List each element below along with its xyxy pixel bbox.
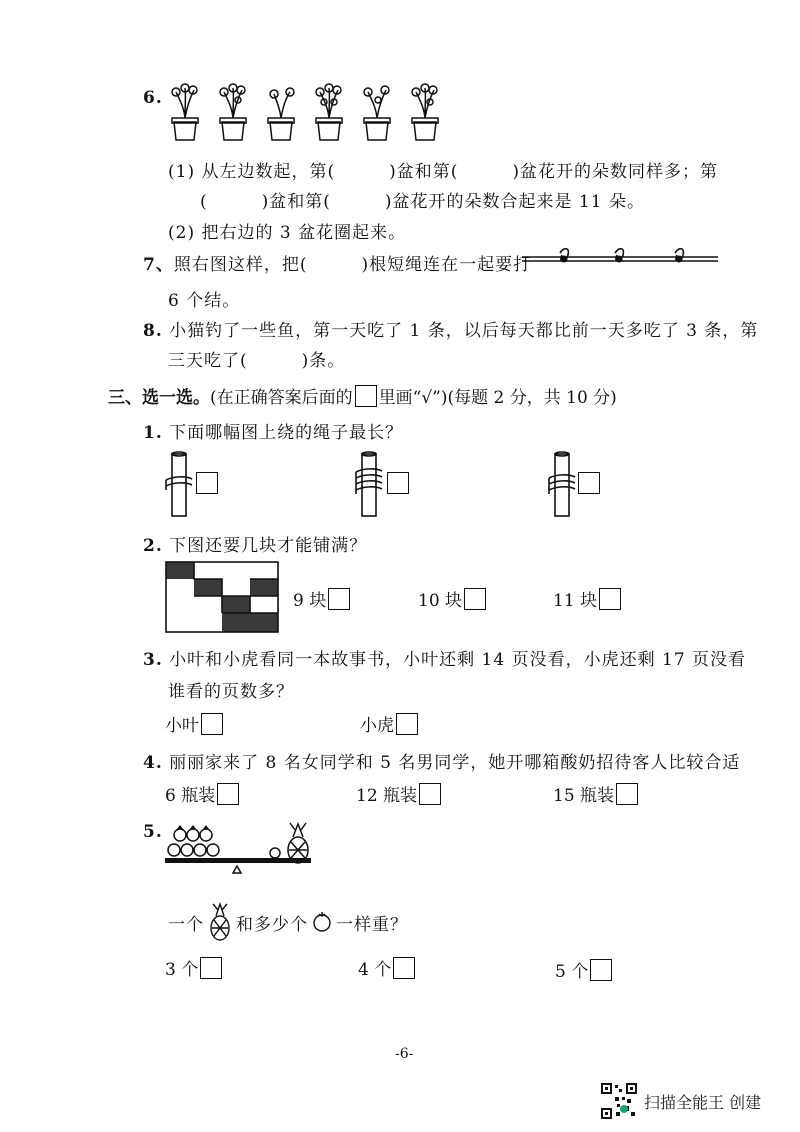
- question-7-number: 7、: [143, 255, 174, 275]
- question-6-part1-line1: (1) 从左边数起，第( )盆和第( )盆花开的朵数同样多；第: [168, 162, 719, 182]
- scanner-watermark-text: 扫描全能王 创建: [644, 1093, 762, 1112]
- choice-5-option-a: [165, 955, 222, 980]
- choice-3: [143, 645, 746, 670]
- question-7-line1: 照右图这样，把( )根短绳连在一起要打: [173, 255, 532, 275]
- choice-2-option-a-checkbox[interactable]: [328, 588, 350, 610]
- apple-icon: [310, 911, 334, 933]
- choice-2-option-b: [418, 586, 486, 611]
- question-8-number: 8.: [143, 321, 163, 341]
- section-3-instruction-b: 里画“√”)(每题 2 分，共 10 分): [378, 388, 617, 408]
- flower-pots-illustration: [160, 82, 450, 144]
- question-7-line2: 6 个结。: [168, 291, 241, 311]
- section-3-label: 三、选一选。: [108, 388, 210, 408]
- choice-5-question-c: 一样重？: [336, 914, 408, 935]
- pineapple-icon: [206, 902, 234, 942]
- question-8-line1: 小猫钓了一些鱼，第一天吃了 1 条，以后每天都比前一天多吃了 3 条，第: [169, 321, 759, 341]
- choice-2-option-c-label: 11 块: [553, 591, 598, 611]
- choice-4-option-c-label: 15 瓶装: [553, 786, 615, 806]
- choice-3-option-b-checkbox[interactable]: [396, 713, 418, 735]
- choice-5-option-c-checkbox[interactable]: [590, 959, 612, 981]
- choice-2-option-b-label: 10 块: [418, 591, 463, 611]
- choice-1-option-b-checkbox[interactable]: [387, 472, 409, 494]
- choice-5-number: 5.: [143, 822, 163, 842]
- question-8-line2: 三天吃了( )条。: [168, 351, 346, 371]
- qr-code-icon: [600, 1082, 638, 1120]
- choice-1-option-c-checkbox[interactable]: [578, 472, 600, 494]
- choice-5-option-b-checkbox[interactable]: [393, 957, 415, 979]
- choice-5-option-c-label: 5 个: [555, 962, 589, 982]
- choice-1-option-a-checkbox[interactable]: [196, 472, 218, 494]
- choice-4-option-c-checkbox[interactable]: [616, 783, 638, 805]
- choice-3-line1: 小叶和小虎看同一本故事书，小叶还剩 14 页没看，小虎还剩 17 页没看: [169, 650, 747, 670]
- question-7: [143, 250, 531, 275]
- choice-4-option-a-checkbox[interactable]: [217, 783, 239, 805]
- choice-4-option-c: [553, 781, 638, 806]
- question-6-number: 6.: [143, 88, 163, 108]
- choice-3-number: 3.: [143, 650, 163, 670]
- choice-1: [143, 418, 403, 443]
- choice-3-option-b-label: 小虎: [360, 716, 394, 736]
- choice-5-option-c: [555, 957, 612, 982]
- choice-3-option-a: [165, 711, 223, 736]
- choice-2: [143, 531, 367, 556]
- choice-1-number: 1.: [143, 423, 163, 443]
- choice-5-question-b: 和多少个: [236, 914, 308, 935]
- choice-5-option-b-label: 4 个: [358, 960, 392, 980]
- choice-1-text: 下面哪幅图上绕的绳子最长？: [169, 423, 404, 443]
- question-6-part2: (2) 把右边的 3 盆花圈起来。: [168, 223, 407, 243]
- choice-5-option-b: [358, 955, 415, 980]
- choice-4-option-b-checkbox[interactable]: [419, 783, 441, 805]
- page-number: -6-: [395, 1046, 414, 1062]
- choice-3-option-a-checkbox[interactable]: [201, 713, 223, 735]
- section-3-header: [108, 383, 617, 408]
- instruction-box-icon: [355, 385, 377, 407]
- balance-scale-illustration: [163, 820, 313, 878]
- choice-4: [143, 748, 740, 773]
- choice-4-option-a-label: 6 瓶装: [165, 786, 216, 806]
- choice-2-option-a: [293, 586, 350, 611]
- choice-5-question: [168, 902, 408, 942]
- choice-4-line1: 丽丽家来了 8 名女同学和 5 名男同学，她开哪箱酸奶招待客人比较合适: [169, 753, 741, 773]
- question-6-part1-line2: ( )盆和第( )盆花开的朵数合起来是 11 朵。: [200, 192, 645, 212]
- question-8: [143, 316, 758, 341]
- section-3-instruction-a: (在正确答案后面的: [210, 388, 353, 408]
- choice-4-option-a: [165, 781, 239, 806]
- pole-rope-a-illustration: [160, 450, 200, 520]
- choice-5-option-a-label: 3 个: [165, 960, 199, 980]
- choice-2-option-c-checkbox[interactable]: [599, 588, 621, 610]
- choice-3-option-a-label: 小叶: [165, 716, 199, 736]
- tiling-grid-illustration: [165, 561, 279, 633]
- choice-3-line2: 谁看的页数多？: [168, 682, 294, 702]
- choice-2-text: 下图还要几块才能铺满？: [169, 536, 368, 556]
- choice-3-option-b: [360, 711, 418, 736]
- choice-4-option-b-label: 12 瓶装: [356, 786, 418, 806]
- choice-5-option-a-checkbox[interactable]: [200, 957, 222, 979]
- choice-4-option-b: [356, 781, 441, 806]
- choice-2-option-c: [553, 586, 621, 611]
- pole-rope-c-illustration: [543, 450, 583, 520]
- choice-5-question-a: 一个: [168, 914, 204, 935]
- choice-2-number: 2.: [143, 536, 163, 556]
- choice-2-option-b-checkbox[interactable]: [464, 588, 486, 610]
- pole-rope-b-illustration: [350, 450, 390, 520]
- choice-2-option-a-label: 9 块: [293, 591, 327, 611]
- choice-4-number: 4.: [143, 753, 163, 773]
- rope-knots-illustration: [520, 243, 720, 271]
